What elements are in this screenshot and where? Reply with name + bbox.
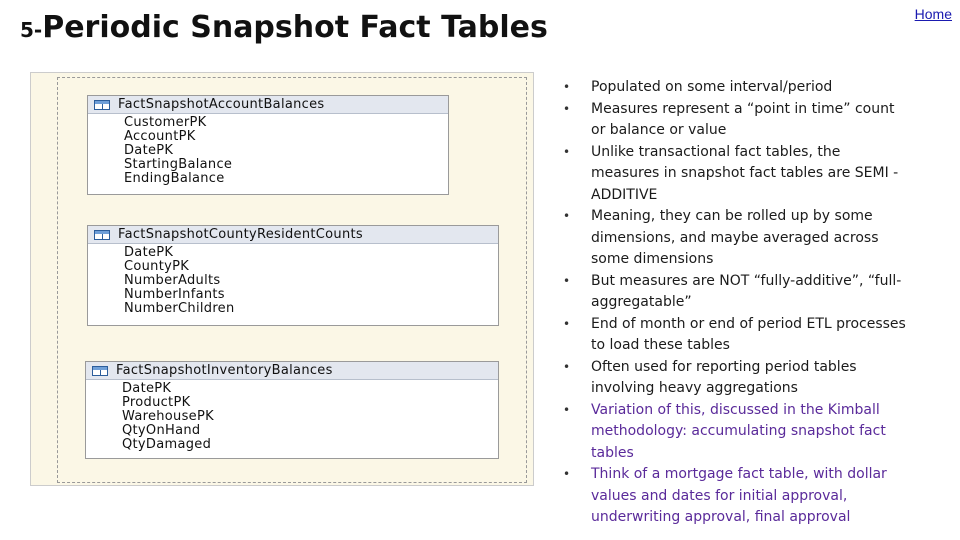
slide-title-text: Periodic Snapshot Fact Tables [42, 10, 548, 45]
slide-title [20, 10, 548, 45]
home-link[interactable]: Home [914, 6, 952, 22]
bullet-item: • End of month or end of period ETL processes to load these tables [563, 315, 906, 353]
entity-account-balances[interactable] [87, 95, 449, 195]
entity-columns [88, 114, 448, 186]
bullet-item: • Unlike transactional fact tables, the measures in snapshot fact tables are SEMI -ADDITIVE [563, 143, 899, 203]
entity-column: ProductPK [122, 395, 191, 410]
entity-column: CountyPK [124, 259, 190, 274]
entity-column: DatePK [124, 143, 174, 158]
entity-column: AccountPK [124, 129, 196, 144]
entity-column: NumberChildren [124, 301, 235, 316]
entity-column: DatePK [124, 245, 174, 260]
table-icon [94, 100, 110, 110]
bullet-item: • Meaning, they can be rolled up by some dimensions, and maybe averaged across some dimensions [563, 208, 879, 267]
entity-header [88, 96, 448, 114]
entity-column: DatePK [122, 381, 172, 396]
entity-column: StartingBalance [124, 157, 233, 172]
entity-inventory-balances[interactable] [85, 361, 499, 459]
entity-column: EndingBalance [124, 171, 225, 186]
table-icon [92, 366, 108, 376]
bullet-item: • But measures are NOT “fully-additive”, “full-aggregatable” [563, 272, 902, 310]
entity-county-resident-counts[interactable] [87, 225, 499, 326]
bullet-item: • Variation of this, discussed in the Kimball methodology: accumulating snapshot fact tables [563, 401, 886, 461]
entity-column: QtyDamaged [122, 437, 212, 452]
entity-name: FactSnapshotCountyResidentCounts [118, 227, 363, 242]
bullet-list [562, 77, 907, 529]
entity-header [86, 362, 498, 380]
table-icon [94, 230, 110, 240]
entity-columns [88, 244, 498, 316]
entity-column: NumberInfants [124, 287, 225, 302]
entity-column: WarehousePK [122, 409, 214, 424]
entity-column: QtyOnHand [122, 423, 201, 438]
bullet-item: • Measures represent a “point in time” count or balance or value [563, 100, 895, 138]
slide-number: 5- [20, 18, 43, 42]
entity-columns [86, 380, 498, 452]
bullet-item: • Think of a mortgage fact table, with dollar values and dates for initial approval, underwriting approval, final approval [563, 466, 887, 525]
bullet-item: • Populated on some interval/period [563, 79, 833, 95]
entity-column: NumberAdults [124, 273, 221, 288]
schema-diagram [30, 72, 534, 486]
entity-name: FactSnapshotInventoryBalances [116, 363, 333, 378]
entity-name: FactSnapshotAccountBalances [118, 97, 325, 112]
bullet-item: • Often used for reporting period tables involving heavy aggregations [563, 358, 857, 396]
entity-column: CustomerPK [124, 115, 207, 130]
entity-header [88, 226, 498, 244]
